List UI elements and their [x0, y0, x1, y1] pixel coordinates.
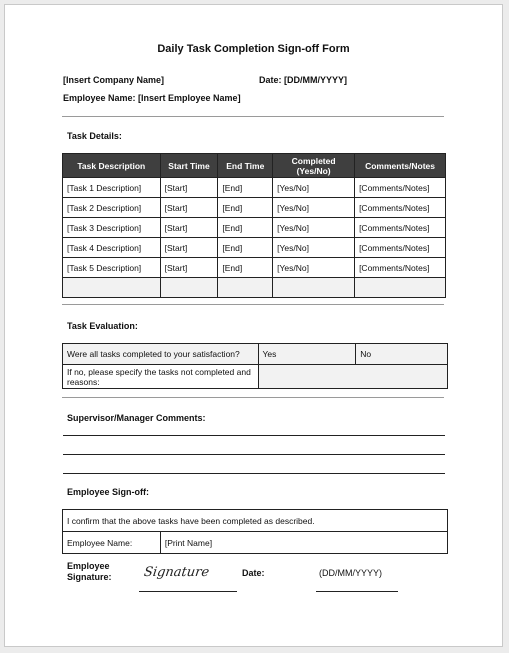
- table-cell[interactable]: [Yes/No]: [273, 258, 355, 278]
- table-row: [63, 238, 446, 258]
- evaluation-table: [62, 343, 448, 389]
- table-cell[interactable]: [Yes/No]: [273, 238, 355, 258]
- column-header: Completed (Yes/No): [273, 154, 355, 178]
- table-cell[interactable]: [Start]: [160, 178, 218, 198]
- column-header: Comments/Notes: [355, 154, 446, 178]
- column-header: Start Time: [160, 154, 218, 178]
- table-cell[interactable]: [Comments/Notes]: [355, 258, 446, 278]
- date-line[interactable]: [316, 591, 398, 592]
- task-evaluation-heading: Task Evaluation:: [67, 321, 138, 331]
- if-no-reasons-field[interactable]: [258, 365, 448, 389]
- evaluation-question: Were all tasks completed to your satisfaction?: [63, 344, 259, 365]
- employee-signoff-heading: Employee Sign-off:: [67, 487, 150, 497]
- table-cell[interactable]: [Comments/Notes]: [355, 198, 446, 218]
- table-cell[interactable]: [End]: [218, 258, 273, 278]
- column-header: End Time: [218, 154, 273, 178]
- table-cell[interactable]: [Task 5 Description]: [63, 258, 161, 278]
- employee-signature-label: Employee Signature:: [67, 561, 112, 582]
- column-header: Task Description: [63, 154, 161, 178]
- signature-date-value: (DD/MM/YYYY): [319, 568, 382, 578]
- if-no-label: If no, please specify the tasks not completed and reasons:: [63, 365, 259, 389]
- table-cell[interactable]: [Start]: [160, 258, 218, 278]
- evaluation-yes[interactable]: Yes: [258, 344, 356, 365]
- table-cell[interactable]: [End]: [218, 198, 273, 218]
- table-cell[interactable]: [355, 278, 446, 298]
- comment-line[interactable]: [63, 473, 445, 474]
- evaluation-no[interactable]: No: [356, 344, 448, 365]
- table-cell[interactable]: [Start]: [160, 218, 218, 238]
- table-row: [63, 258, 446, 278]
- table-cell[interactable]: [273, 278, 355, 298]
- task-table: [62, 153, 446, 298]
- table-cell[interactable]: [218, 278, 273, 298]
- evaluation-row: [63, 365, 448, 389]
- table-cell[interactable]: [Task 3 Description]: [63, 218, 161, 238]
- signature-date-label: Date:: [242, 568, 265, 578]
- task-details-heading: Task Details:: [67, 131, 122, 141]
- comment-line[interactable]: [63, 454, 445, 455]
- table-row: [63, 178, 446, 198]
- table-cell[interactable]: [Comments/Notes]: [355, 218, 446, 238]
- supervisor-comments-heading: Supervisor/Manager Comments:: [67, 413, 206, 423]
- employee-name: Employee Name: [Insert Employee Name]: [63, 93, 241, 103]
- comment-line[interactable]: [63, 435, 445, 436]
- table-cell[interactable]: [End]: [218, 238, 273, 258]
- signature-line[interactable]: [139, 591, 237, 592]
- table-cell[interactable]: [End]: [218, 178, 273, 198]
- table-cell[interactable]: [160, 278, 218, 298]
- company-name: [Insert Company Name]: [63, 75, 165, 85]
- table-cell[interactable]: [Task 1 Description]: [63, 178, 161, 198]
- table-cell[interactable]: [Start]: [160, 238, 218, 258]
- table-cell[interactable]: [Yes/No]: [273, 198, 355, 218]
- table-cell[interactable]: [Yes/No]: [273, 218, 355, 238]
- table-cell[interactable]: [Task 4 Description]: [63, 238, 161, 258]
- table-cell[interactable]: [Comments/Notes]: [355, 178, 446, 198]
- form-title: Daily Task Completion Sign-off Form: [157, 43, 350, 55]
- table-cell[interactable]: [Yes/No]: [273, 178, 355, 198]
- divider: [62, 397, 444, 398]
- table-cell[interactable]: [63, 278, 161, 298]
- form-page: [4, 4, 503, 647]
- table-row-empty: [63, 278, 446, 298]
- employee-name-field[interactable]: [Print Name]: [160, 532, 447, 554]
- table-cell[interactable]: [Task 2 Description]: [63, 198, 161, 218]
- confirmation-statement: I confirm that the above tasks have been completed as described.: [63, 510, 448, 532]
- table-cell[interactable]: [Comments/Notes]: [355, 238, 446, 258]
- divider: [62, 116, 444, 117]
- header-date: Date: [DD/MM/YYYY]: [259, 75, 348, 85]
- table-row: [63, 198, 446, 218]
- divider: [62, 304, 444, 305]
- signoff-table: [62, 509, 448, 554]
- table-cell[interactable]: [End]: [218, 218, 273, 238]
- signature-image: Signature: [142, 565, 211, 580]
- employee-name-label: Employee Name:: [63, 532, 161, 554]
- evaluation-row: [63, 344, 448, 365]
- table-row: [63, 218, 446, 238]
- table-cell[interactable]: [Start]: [160, 198, 218, 218]
